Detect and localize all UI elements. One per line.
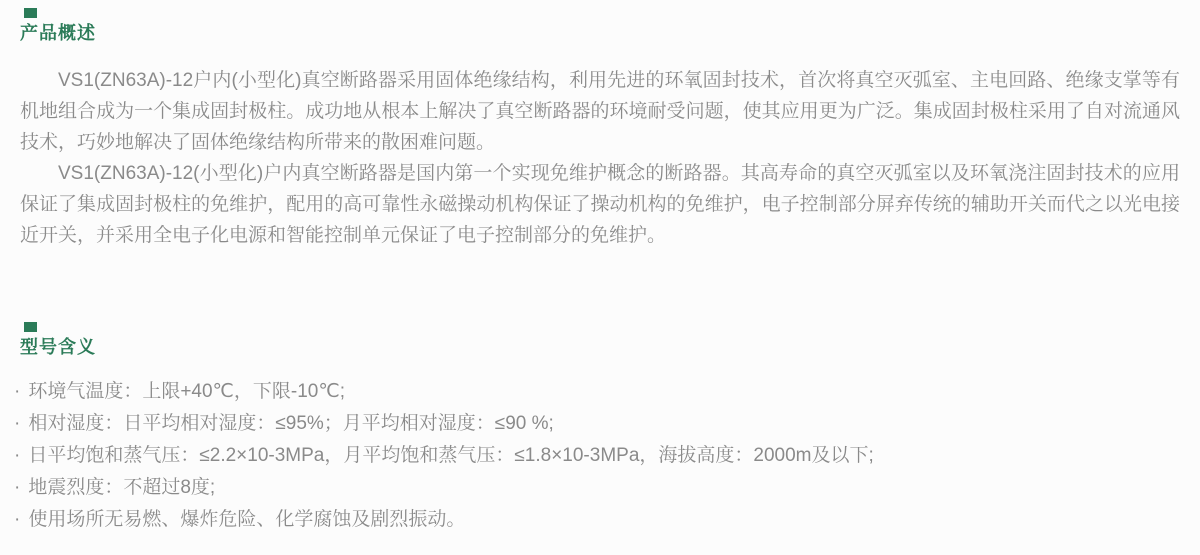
bullet-dot-icon: ·	[14, 381, 21, 402]
bullet-dot-icon: ·	[14, 445, 21, 466]
spec-text: 环境气温度：上限+40℃，下限-10℃;	[28, 381, 345, 402]
list-item	[14, 408, 1180, 440]
section-marker-icon	[24, 8, 37, 18]
spec-list	[14, 376, 1180, 536]
section-marker-icon	[24, 322, 37, 332]
bullet-dot-icon: ·	[14, 509, 21, 530]
overview-section-title: 产品概述	[20, 23, 96, 43]
spec-text: 地震烈度：不超过8度;	[28, 477, 216, 498]
list-item	[14, 376, 1180, 408]
list-item	[14, 440, 1180, 472]
model-meaning-section-title: 型号含义	[20, 337, 96, 357]
spec-text: 使用场所无易燃、爆炸危险、化学腐蚀及剧烈振动。	[28, 509, 466, 530]
spec-text: 日平均饱和蒸气压：≤2.2×10-3MPa，月平均饱和蒸气压：≤1.8×10-3MPa，海拔高度：2000m及以下;	[28, 445, 874, 466]
bullet-dot-icon: ·	[14, 413, 21, 434]
list-item	[14, 504, 1180, 536]
list-item	[14, 472, 1180, 504]
overview-paragraph: VS1(ZN63A)-12户内(小型化)真空断路器采用固体绝缘结构，利用先进的环氧固封技术，首次将真空灭弧室、主电回路、绝缘支掌等有机地组合成为一个集成固封极柱。成功地从根本上解决了真空断路器的环境耐受问题，使其应用更为广泛。集成固封极柱采用了自对流通风技术，巧妙地解决了固体绝缘结构所带来的散困难问题。	[20, 70, 1180, 153]
overview-paragraph: VS1(ZN63A)-12(小型化)户内真空断路器是国内第一个实现免维护概念的断路器。其高寿命的真空灭弧室以及环氧浇注固封技术的应用保证了集成固封极柱的免维护，配用的高可靠性永磁操动机构保证了操动机构的免维护，电子控制部分屏弃传统的辅助开关而代之以光电接近开关，并采用全电子化电源和智能控制单元保证了电子控制部分的免维护。	[20, 163, 1180, 246]
spec-text: 相对湿度：日平均相对湿度：≤95%；月平均相对湿度：≤90 %;	[28, 413, 554, 434]
bullet-dot-icon: ·	[14, 477, 21, 498]
